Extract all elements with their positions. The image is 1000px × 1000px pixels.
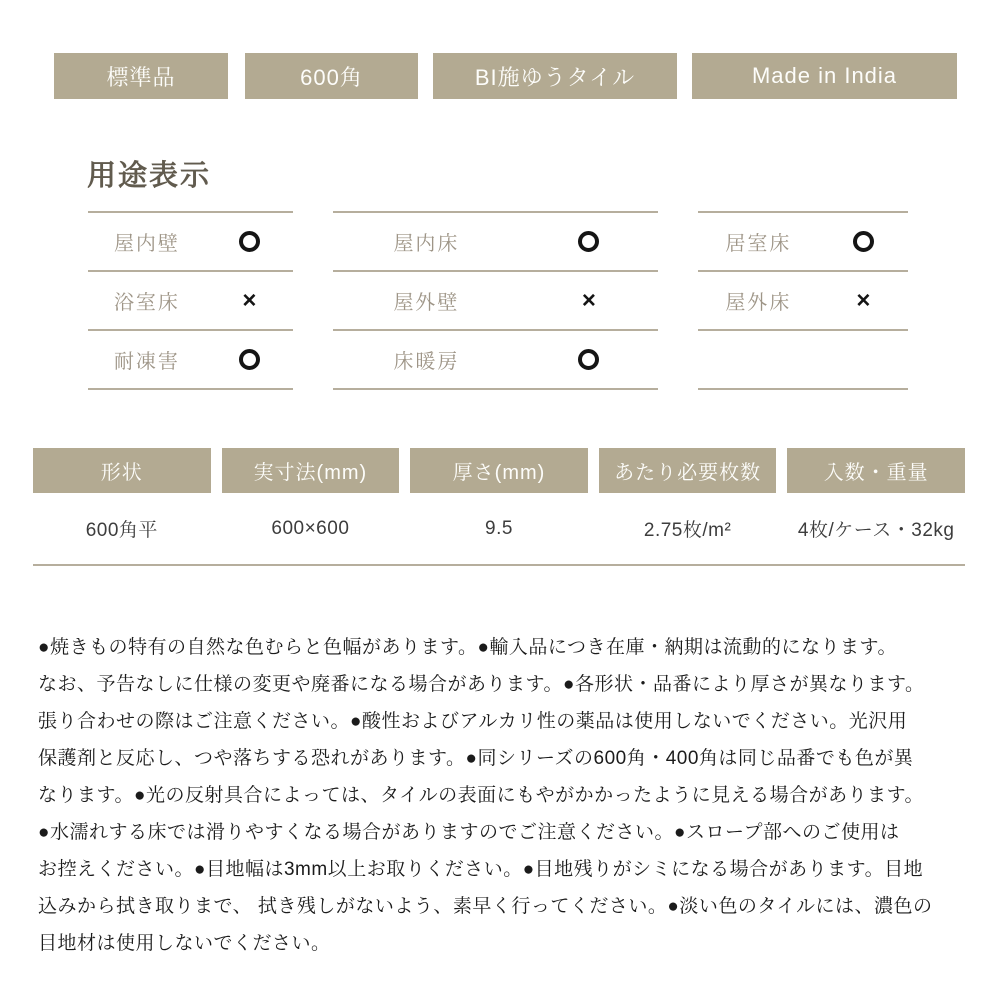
usage-label: 屋内壁 [113, 233, 180, 255]
usage-mark-circle [206, 349, 293, 370]
usage-row-frost-resistance [88, 329, 293, 388]
note-line: なります。●光の反射具合によっては、タイルの表面にもやがかかったように見える場合があります。 [38, 785, 925, 806]
usage-mark-circle [520, 231, 658, 252]
spec-value-dimensions: 600×600 [271, 517, 350, 539]
spec-header-thickness: 厚さ(mm) [410, 448, 588, 493]
usage-row-outdoor-wall [333, 270, 658, 329]
spec-header-shape: 形状 [33, 448, 211, 493]
spec-table-value-row [33, 493, 965, 566]
usage-label: 床暖房 [393, 351, 460, 373]
note-line: なお、予告なしに仕様の変更や廃番になる場合があります。●各形状・品番により厚さが異なります。 [38, 674, 925, 695]
spec-header-dimensions: 実寸法(mm) [222, 448, 400, 493]
usage-mark-cross: × [242, 286, 257, 314]
spec-table [33, 448, 965, 566]
usage-mark-circle [206, 231, 293, 252]
badge-glazed-tile-type: BI施ゆうタイル [433, 53, 677, 99]
note-line: お控えください。●目地幅は3mm以上お取りください。●目地残りがシミになる場合があります。目地 [38, 859, 924, 880]
usage-row-empty [698, 329, 908, 388]
usage-row-indoor-floor [333, 211, 658, 270]
usage-table-column-3 [698, 211, 908, 390]
usage-row-floor-heating [333, 329, 658, 388]
usage-table-column-2 [333, 211, 658, 390]
note-line: ●水濡れする床では滑りやすくなる場合がありますのでご注意ください。●スロープ部へのご使用は [38, 822, 900, 843]
usage-mark-circle [520, 349, 658, 370]
note-line: 保護剤と反応し、つや落ちする恐れがあります。●同シリーズの600角・400角は同じ品番でも色が異 [38, 748, 914, 769]
usage-label: 耐凍害 [113, 351, 180, 373]
usage-label: 屋外壁 [393, 292, 460, 314]
note-line: 目地材は使用しないでください。 [38, 933, 331, 954]
usage-section-heading: 用途表示 [87, 160, 212, 192]
usage-table-column-1 [88, 211, 293, 390]
spec-header-quantity-weight: 入数・重量 [787, 448, 965, 493]
usage-row-outdoor-floor [698, 270, 908, 329]
usage-row-bathroom-floor [88, 270, 293, 329]
badge-standard-product: 標準品 [54, 53, 228, 99]
badge-made-in-india: Made in India [692, 53, 957, 99]
badge-size-600: 600角 [245, 53, 418, 99]
usage-mark-circle [819, 231, 908, 252]
spec-value-thickness: 9.5 [485, 517, 513, 539]
note-line: ●焼きもの特有の自然な色むらと色幅があります。●輸入品につき在庫・納期は流動的になります。 [38, 637, 898, 658]
note-line: 込みから拭き取りまで、 拭き残しがないよう、素早く行ってください。●淡い色のタイルには、濃色の [38, 896, 933, 917]
spec-value-shape: 600角平 [85, 520, 158, 541]
spec-value-quantity-weight: 4枚/ケース・32kg [797, 520, 955, 541]
usage-mark-cross: × [856, 286, 871, 314]
usage-label: 屋外床 [725, 292, 792, 314]
note-line: 張り合わせの際はご注意ください。●酸性およびアルカリ性の薬品は使用しないでください。光沢用 [38, 711, 908, 732]
usage-row-living-room-floor [698, 211, 908, 270]
spec-table-header-row [33, 448, 965, 493]
usage-label: 屋内床 [393, 233, 460, 255]
spec-value-pieces-per-sqm: 2.75枚/m² [643, 520, 732, 541]
usage-row-indoor-wall [88, 211, 293, 270]
usage-label: 居室床 [725, 233, 792, 255]
usage-label: 浴室床 [113, 292, 180, 314]
caution-notes [38, 629, 968, 962]
usage-mark-cross: × [581, 286, 596, 314]
spec-header-pieces-per-sqm: あたり必要枚数 [599, 448, 777, 493]
